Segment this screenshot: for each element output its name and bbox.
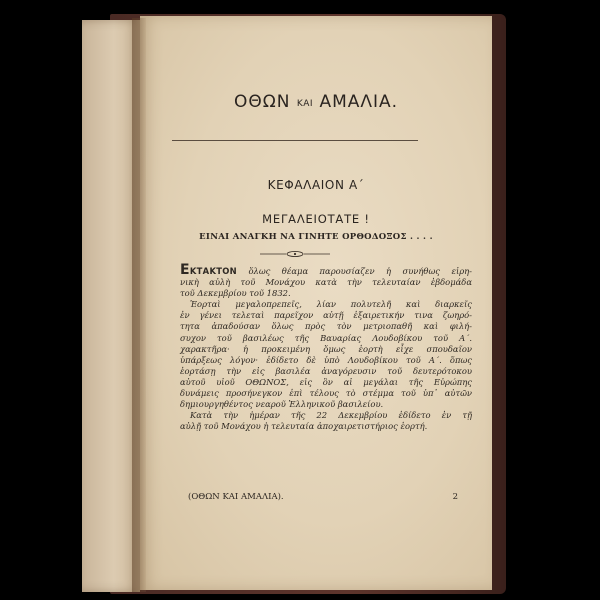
body-line: τητα ἀπαδούσαν ὅλως πρὸς τὸν μετριοπαθῆ καὶ φιλή- xyxy=(180,321,472,332)
ornament-divider-icon xyxy=(258,250,332,258)
running-title-first: ΟΘΩΝ xyxy=(233,92,291,112)
signature-mark: 2 xyxy=(452,492,458,502)
body-line: δημιουργηθέντος νεαροῦ Ἑλληνικοῦ βασιλείου. xyxy=(180,399,384,410)
body-line: ἑορτάσῃ τὴν εἰς βασιλέα ἀναγόρευσιν τοῦ δευτερότοκου xyxy=(180,365,472,376)
running-title-second: ΑΜΑΛΙΑ. xyxy=(319,92,399,112)
book-page xyxy=(140,16,492,590)
running-title xyxy=(140,92,492,112)
body-line: Ἑορταὶ μεγαλοπρεπεῖς, λίαν πολυτελῆ καὶ διαρκεῖς xyxy=(190,299,472,310)
body-line: τοῦ Δεκεμβρίου τοῦ 1832. xyxy=(180,288,291,299)
body-line: ἐν γένει τελεταὶ παρεῖχον αὐτῇ ἐξαιρετικήν τινα ζωηρό- xyxy=(180,310,472,321)
body-line: νικὴ αὐλὴ τοῦ Μονάχου κατὰ τὴν τελευταίαν ἑβδομάδα xyxy=(180,277,472,288)
body-line: ΕΚΤΑΚΤΟΝ ὅλως θέαμα παρουσίαζεν ἡ συνήθως εἰρη- xyxy=(180,262,472,278)
body-line: δυνάμεις προσήνεγκον ἐπὶ τέλους τὸ στέμμα τοῦ ὑπ᾽ αὐτῶν xyxy=(180,388,472,399)
body-line: αὐλῇ τοῦ Μονάχου ἡ τελευταία ἀποχαιρετιστήριος ἑορτή. xyxy=(180,421,428,432)
page-footer xyxy=(188,492,458,502)
running-title-conjunction: ΚΑΙ xyxy=(296,99,314,109)
body-text xyxy=(180,262,472,432)
footer-signature: (ΟΘΩΝ ΚΑΙ ΑΜΑΛΙΑ). xyxy=(188,492,284,502)
body-line: συχον τοῦ βασιλέως τῆς Βαυαρίας Λουδοβίκου τοῦ Α΄. xyxy=(180,332,472,343)
chapter-heading: ΚΕΦΑΛΑΙΟΝ Α΄ xyxy=(267,178,365,192)
opening-word: ΕΚΤΑΚΤΟΝ xyxy=(180,262,237,278)
body-line: χαρακτῆρα· ἡ προκειμένη ὅμως ἑορτὴ εἶχε σπουδαῖον xyxy=(180,343,472,354)
body-line: αὐτοῦ υἱοῦ ΟΘΩΝΟΣ, εἰς ὃν αἱ μεγάλαι τῆς Εὐρώπης xyxy=(180,376,472,387)
chapter-subtitle-secondary: ΕΙΝΑΙ ΑΝΑΓΚΗ ΝΑ ΓΙΝΗΤΕ ΟΡΘΟΔΟΞΟΣ . . . . xyxy=(199,232,433,242)
body-line: Κατὰ τὴν ἡμέραν τῆς 22 Δεκεμβρίου ἐδίδετο ἐν τῇ xyxy=(190,410,472,421)
gutter-shadow xyxy=(132,18,146,592)
chapter-subtitle: ΜΕΓΑΛΕΙΟΤΑΤΕ ! xyxy=(262,212,370,226)
header-rule xyxy=(172,140,418,141)
body-line: ὑπάρξεως λόγον· ἐδίδετο δὲ ὑπὸ Λουδοβίκου τοῦ Α΄. ὅπως xyxy=(180,354,472,365)
